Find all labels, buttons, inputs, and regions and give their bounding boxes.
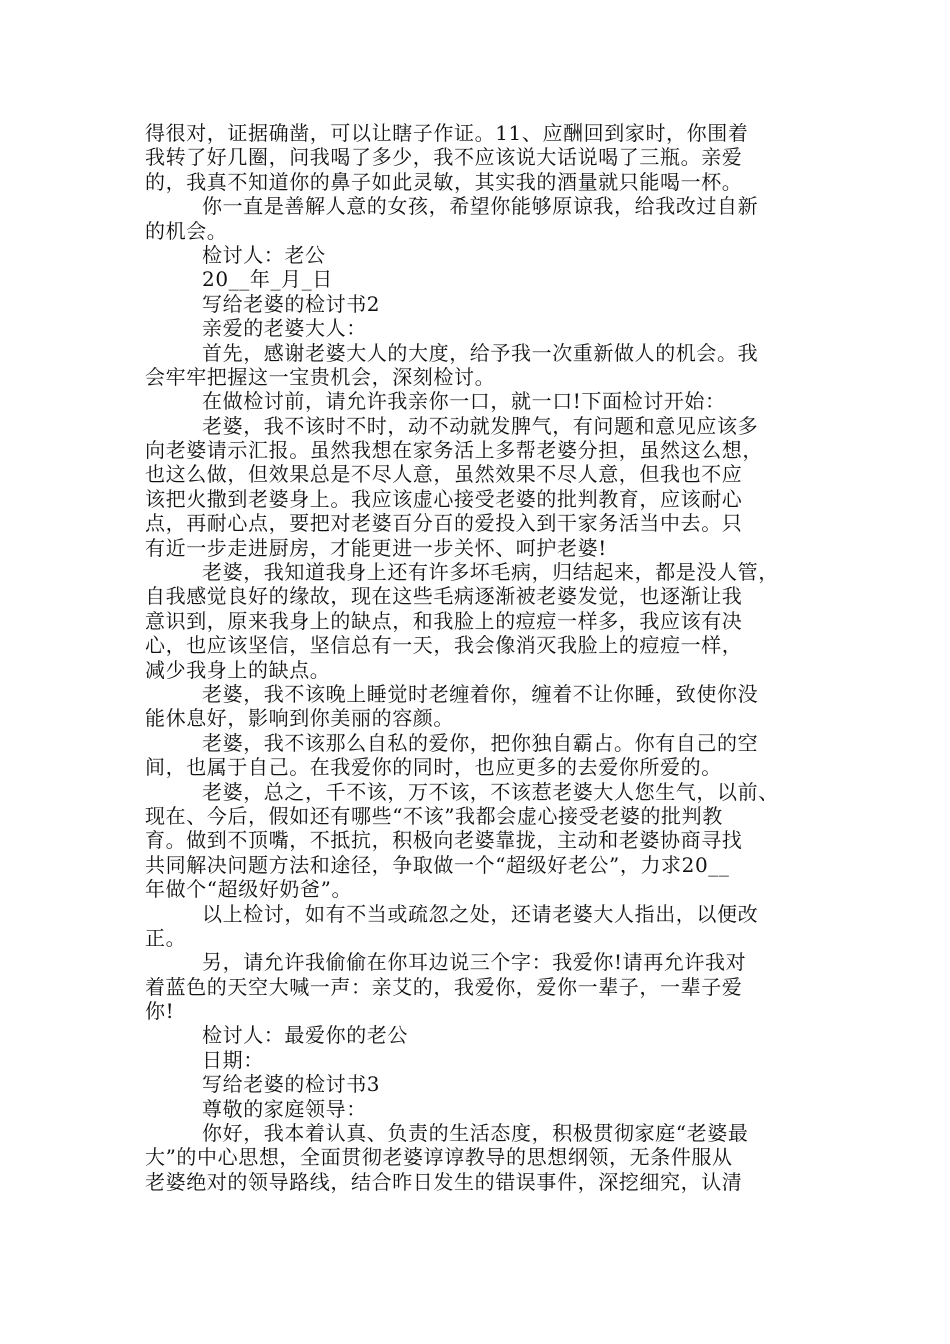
text-line: 写给老婆的检讨书3 [202,1072,381,1097]
text-line: 另，请允许我偷偷在你耳边说三个字：我爱你!请再允许我对 [202,950,747,975]
text-line: 老婆，我知道我身上还有许多坏毛病，归结起来，都是没人管， [202,560,779,585]
text-line: 年做个“超级好奶爸”。 [145,877,353,902]
text-line: 减少我身上的缺点。 [145,657,331,682]
text-line: 正。 [145,925,187,950]
text-line: 你一直是善解人意的女孩，希望你能够原谅我，给我改过自新 [202,194,759,219]
text-line: 尊敬的家庭领导： [202,1096,367,1121]
text-line: 我转了好几圈，问我喝了多少，我不应该说大话说喝了三瓶。亲爱 [145,145,743,170]
text-line: 老婆，我不该那么自私的爱你，把你独自霸占。你有自己的空 [202,730,759,755]
text-line: 意识到，原来我身上的缺点，和我脸上的痘痘一样多，我应该有决 [145,608,743,633]
document-body [145,121,810,1194]
text-line: 有近一步走进厨房，才能更进一步关怀、呵护老婆! [145,535,607,560]
text-line: 你好，我本着认真、负责的生活态度，积极贯彻家庭“老婆最 [202,1121,749,1146]
text-line: 在做检讨前，请允许我亲你一口，就一口!下面检讨开始： [202,389,726,414]
text-line: 向老婆请示汇报。虽然我想在家务活上多帮老婆分担，虽然这么想， [145,438,763,463]
text-line: 首先，感谢老婆大人的大度，给予我一次重新做人的机会。我 [202,340,759,365]
text-line: 会牢牢把握这一宝贵机会，深刻检讨。 [145,364,496,389]
text-line: 该把火撒到老婆身上。我应该虚心接受老婆的批判教育，应该耐心 [145,486,743,511]
text-line: 得很对，证据确凿，可以让瞎子作证。11、应酬回到家时，你围着 [145,121,749,145]
text-line: 的，我真不知道你的鼻子如此灵敏，其实我的酒量就只能喝一杯。 [145,169,743,194]
text-line: 大”的中心思想，全面贯彻老婆谆谆教导的思想纲领，无条件服从 [145,1145,733,1170]
text-line: 以上检讨，如有不当或疏忽之处，还请老婆大人指出，以便改 [202,901,759,926]
text-line: 老婆绝对的领导路线，结合昨日发生的错误事件，深挖细究，认清 [145,1169,743,1194]
text-line: 写给老婆的检讨书2 [202,291,381,316]
text-line: 老婆，总之，千不该，万不该，不该惹老婆大人您生气，以前、 [202,779,779,804]
text-line: 点，再耐心点，要把对老婆百分百的爱投入到干家务活当中去。只 [145,511,743,536]
text-line: 间，也属于自己。在我爱你的同时，也应更多的去爱你所爱的。 [145,755,722,780]
text-line: 20__年_月_日 [202,267,333,292]
text-line: 育。做到不顶嘴，不抵抗，积极向老婆靠拢，主动和老婆协商寻找 [145,828,743,853]
text-line: 共同解决问题方法和途径，争取做一个“超级好老公”，力求20__ [145,852,730,877]
text-line: 自我感觉良好的缘故，现在这些毛病逐渐被老婆发觉，也逐渐让我 [145,584,743,609]
text-line: 能休息好，影响到你美丽的容颜。 [145,706,454,731]
text-line: 着蓝色的天空大喊一声：亲艾的，我爱你，爱你一辈子，一辈子爱 [145,974,743,999]
text-line: 心，也应该坚信，坚信总有一天，我会像消灭我脸上的痘痘一样， [145,633,743,658]
text-line: 检讨人：最爱你的老公 [202,1023,408,1048]
text-line: 老婆，我不该时不时，动不动就发脾气，有问题和意见应该多 [202,413,759,438]
text-line: 老婆，我不该晚上睡觉时老缠着你，缠着不让你睡，致使你没 [202,681,759,706]
text-line: 亲爱的老婆大人： [202,316,367,341]
text-line: 日期： [202,1047,264,1072]
text-line: 现在、今后，假如还有哪些“不该”我都会虚心接受老婆的批判教 [145,803,723,828]
text-line: 检讨人：老公 [202,242,326,267]
text-line: 的机会。 [145,218,228,243]
text-line: 你! [145,999,175,1024]
text-line: 也这么做，但效果总是不尽人意，虽然效果不尽人意，但我也不应 [145,462,743,487]
